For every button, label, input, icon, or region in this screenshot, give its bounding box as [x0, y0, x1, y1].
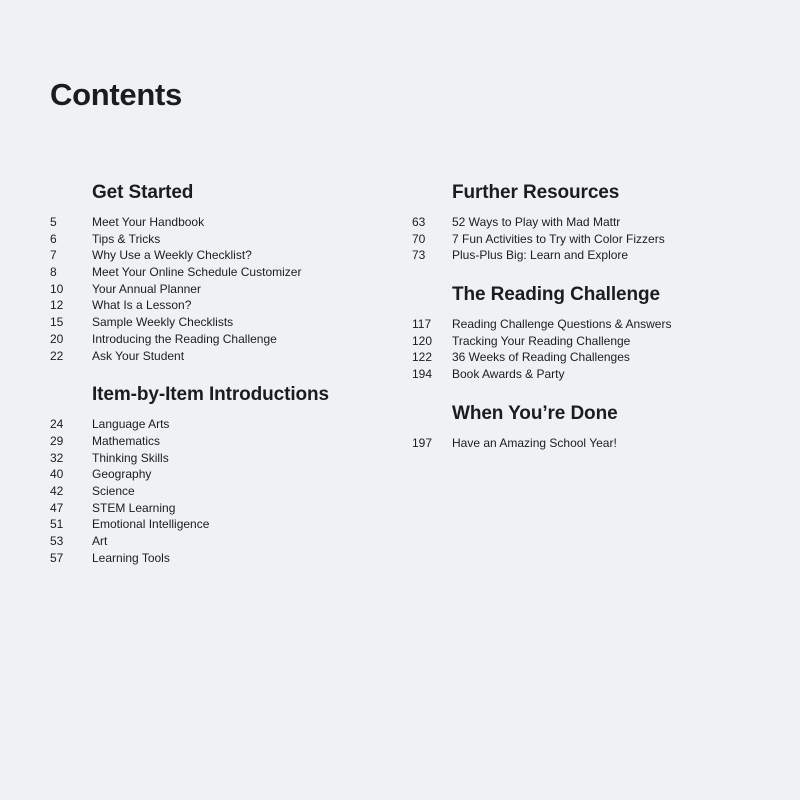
toc-entry[interactable] [50, 281, 390, 298]
toc-list [50, 416, 390, 566]
toc-entry-title: Your Annual Planner [92, 281, 201, 296]
toc-entry[interactable] [50, 550, 390, 567]
toc-page-number: 122 [412, 350, 433, 365]
toc-entry[interactable] [50, 297, 390, 314]
toc-page-number: 73 [412, 248, 426, 263]
toc-column-left [50, 180, 390, 584]
toc-entry-title: What Is a Lesson? [92, 298, 192, 313]
toc-page-number: 53 [50, 534, 64, 548]
toc-page-number: 70 [412, 231, 426, 246]
toc-entry-title: Mathematics [92, 433, 161, 448]
toc-entry-title: Meet Your Online Schedule Customizer [92, 265, 302, 280]
toc-entry-title: Tracking Your Reading Challenge [452, 333, 631, 348]
toc-page-number: 10 [50, 281, 64, 296]
toc-entry-title: Introducing the Reading Challenge [92, 331, 277, 346]
toc-entry[interactable] [50, 314, 390, 331]
section-heading: Get Started [92, 182, 194, 203]
toc-page-number: 15 [50, 315, 64, 330]
toc-entry-title: Language Arts [92, 417, 170, 432]
toc-entry[interactable] [50, 433, 390, 450]
toc-entry[interactable] [412, 316, 772, 333]
toc-page-number: 197 [412, 435, 433, 450]
section-heading: Item-by-Item Introductions [92, 384, 330, 406]
toc-entry-title: Sample Weekly Checklists [92, 315, 234, 330]
toc-page-number: 20 [50, 331, 64, 346]
toc-page-number: 117 [412, 317, 432, 332]
toc-entry-title: Emotional Intelligence [92, 517, 210, 532]
toc-entry-title: STEM Learning [92, 500, 176, 515]
toc-entry-title: Ask Your Student [92, 348, 185, 363]
section-heading: Further Resources [452, 182, 620, 203]
section-heading: The Reading Challenge [452, 284, 660, 306]
toc-entry-title: Plus-Plus Big: Learn and Explore [452, 248, 629, 263]
toc-page-number: 57 [50, 550, 64, 565]
section-heading: When You’re Done [452, 402, 618, 424]
toc-list [412, 435, 772, 452]
toc-entry[interactable] [50, 483, 390, 500]
toc-entry[interactable] [412, 231, 772, 248]
toc-page-number: 42 [50, 483, 64, 498]
toc-page-number: 51 [50, 517, 64, 532]
toc-entry-title: Why Use a Weekly Checklist? [92, 248, 252, 263]
toc-entry[interactable] [50, 247, 390, 264]
toc-entry-title: Reading Challenge Questions & Answers [452, 317, 672, 332]
toc-entry[interactable] [412, 247, 772, 264]
toc-list [412, 214, 772, 264]
toc-section [412, 401, 772, 452]
toc-entry[interactable] [412, 333, 772, 350]
toc-page-number: 8 [50, 265, 57, 280]
toc-entry-title: 36 Weeks of Reading Challenges [452, 350, 630, 365]
toc-entry[interactable] [412, 349, 772, 366]
toc-entry-title: Thinking Skills [92, 450, 169, 465]
toc-page-number: 29 [50, 433, 64, 448]
toc-list [412, 316, 772, 383]
toc-entry[interactable] [50, 500, 390, 517]
toc-column-right [412, 180, 772, 470]
toc-entry[interactable] [50, 450, 390, 467]
toc-entry[interactable] [50, 416, 390, 433]
toc-entry[interactable] [412, 214, 772, 231]
toc-page-number: 63 [412, 215, 426, 229]
toc-entry-title: Book Awards & Party [452, 367, 565, 382]
toc-entry-title: Art [92, 534, 108, 548]
toc-page-number: 40 [50, 467, 64, 482]
toc-page-number: 47 [50, 500, 64, 515]
toc-entry[interactable] [50, 231, 390, 248]
toc-section [412, 282, 772, 383]
toc-entry-title: Geography [92, 467, 152, 482]
toc-section [50, 180, 390, 364]
toc-entry[interactable] [50, 214, 390, 231]
toc-entry-title: Meet Your Handbook [92, 215, 205, 229]
toc-page-number: 120 [412, 333, 433, 348]
toc-page-number: 22 [50, 348, 64, 363]
toc-entry-title: 7 Fun Activities to Try with Color Fizzers [452, 231, 665, 246]
toc-entry[interactable] [50, 264, 390, 281]
toc-entry[interactable] [412, 366, 772, 383]
toc-entry[interactable] [50, 348, 390, 365]
toc-list [50, 214, 390, 364]
toc-page-number: 194 [412, 367, 433, 382]
toc-entry[interactable] [50, 466, 390, 483]
page-title: Contents [50, 77, 182, 112]
toc-entry-title: Tips & Tricks [92, 231, 161, 246]
toc-entry-title: Learning Tools [92, 550, 170, 565]
toc-entry[interactable] [412, 435, 772, 452]
toc-entry[interactable] [50, 516, 390, 533]
toc-entry-title: 52 Ways to Play with Mad Mattr [452, 215, 621, 229]
toc-entry[interactable] [50, 533, 390, 550]
toc-page-number: 12 [50, 298, 64, 313]
toc-page-number: 32 [50, 450, 64, 465]
toc-entry-title: Have an Amazing School Year! [452, 435, 617, 450]
toc-section [50, 382, 390, 566]
toc-entry[interactable] [50, 331, 390, 348]
toc-section [412, 180, 772, 264]
toc-page-number: 24 [50, 417, 64, 432]
toc-entry-title: Science [92, 483, 135, 498]
toc-page-number: 6 [50, 231, 57, 246]
toc-page-number: 5 [50, 215, 57, 229]
toc-page-number: 7 [50, 248, 57, 263]
